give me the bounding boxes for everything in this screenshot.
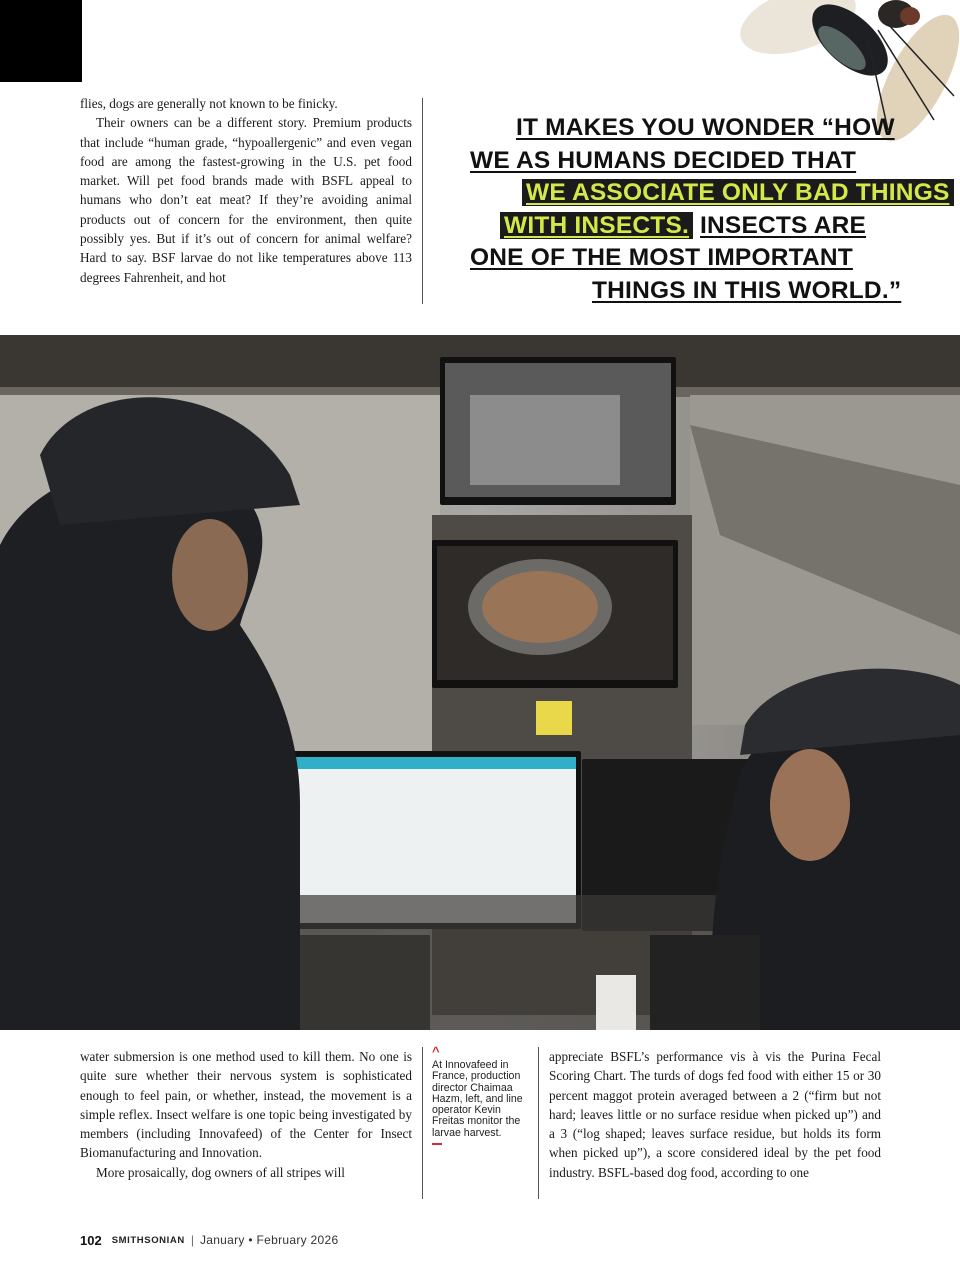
folio-separator: | [190, 1233, 194, 1247]
pull-quote-highlight: WITH INSECTS. [500, 212, 693, 239]
article-column-top-left [80, 94, 412, 287]
column-divider [422, 98, 423, 304]
article-paragraph: More prosaically, dog owners of all stripes will [96, 1164, 345, 1180]
pull-quote-highlight: WE ASSOCIATE ONLY BAD THINGS [522, 179, 954, 206]
article-paragraph: flies, dogs are generally not known to be finicky. [80, 96, 338, 111]
caret-up-icon: ^ [432, 1044, 440, 1059]
pull-quote [470, 112, 950, 307]
column-divider [538, 1047, 539, 1199]
article-paragraph: appreciate BSFL’s performance vis à vis the Purina Fecal Scoring Chart. The turds of dogs fed food with either 15 or 30 percent maggot protein averaged between a 2 (“firm but not hard; leaves little or no surface residue when picked up”) and a 3 (“log shaped; leaves surface residue, but holds its form when picked up”), a score considered ideal by the pet food industry. BSFL-based dog food, according to one [549, 1049, 881, 1180]
pull-quote-line: WE AS HUMANS DECIDED THAT [470, 146, 857, 174]
pull-quote-line: ONE OF THE MOST IMPORTANT [470, 244, 853, 271]
pull-quote-line: IT MAKES YOU WONDER “HOW [516, 114, 895, 141]
caption-dash-icon [432, 1143, 442, 1145]
article-column-bottom-right [549, 1047, 881, 1182]
corner-black-block [0, 0, 82, 82]
caption-text: At Innovafeed in France, production director Chaimaa Hazm, left, and line operator Kevin Freitas monitor the larvae harvest. [432, 1059, 523, 1139]
magazine-name: SMITHSONIAN [111, 1234, 185, 1246]
page-folio [80, 1231, 338, 1249]
article-paragraph: water submersion is one method used to kill them. No one is quite sure whether their nervous system is sophisticated enough to feel pain, or whether, instead, the movement is a simple reflex. Insect welfare is one topic being investigated by members (including Innovafeed) of the Center for Insect Biomanufacturing and Innovation. [80, 1049, 412, 1161]
pull-quote-line: INSECTS ARE [700, 211, 867, 239]
control-room-photo [0, 335, 960, 1030]
issue-date: January • February 2026 [199, 1233, 339, 1247]
article-column-bottom-left [80, 1047, 412, 1182]
column-divider [422, 1047, 423, 1199]
article-paragraph: Their owners can be a different story. Premium products that include “human grade, “hypoallergenic” and even vegan food are among the fastest-growing in the U.S. pet food market. Will pet food brands made with BSFL appeal to humans who don’t eat meat? If they’re avoiding animal products out of concern for the environment, then quite possibly yes. But if it’s out of concern for animal welfare? Hard to say. BSF larvae do not like temperatures above 113 degrees Fahrenheit, and hot [80, 115, 412, 285]
page-number: 102 [80, 1232, 102, 1248]
pull-quote-line: THINGS IN THIS WORLD.” [592, 276, 902, 304]
photo-caption [432, 1046, 530, 1145]
